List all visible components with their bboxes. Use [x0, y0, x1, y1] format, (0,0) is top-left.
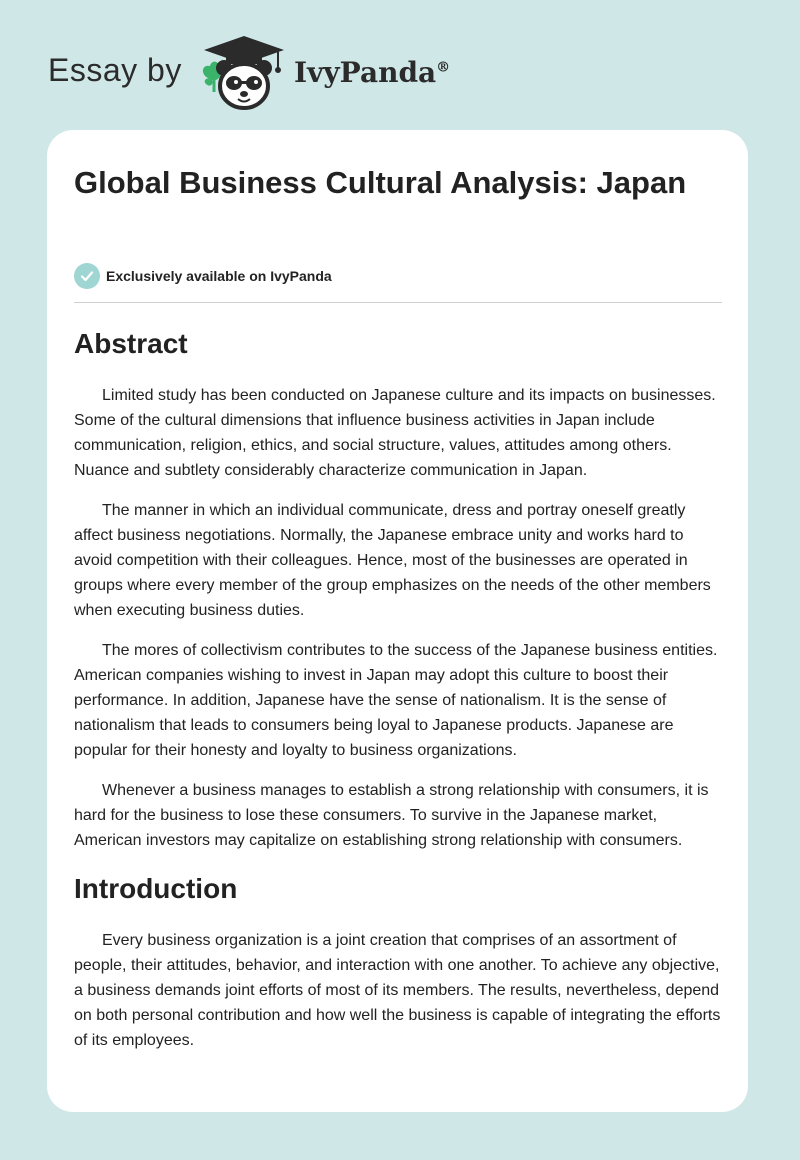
paragraph: The mores of collectivism contributes to the success of the Japanese business entities. American companies wishing to invest in Japan may adopt this culture to boost their performance. In addition, Japanese have the sense of nationalism. It is the sense of nationalism that leads to consumers being loyal to Japanese products. Japanese are popular for their honesty and loyalty to business organizations. [74, 642, 718, 759]
check-icon [74, 263, 100, 289]
paragraph: Whenever a business manages to establish a strong relationship with consumers, it is hard for the business to lose these consumers. To survive in the Japanese market, American investors may capitalize on establishing strong relationship with consumers. [74, 782, 709, 849]
site-header [0, 0, 800, 120]
exclusive-badge [74, 263, 332, 289]
paragraph: The manner in which an individual communicate, dress and portray oneself greatly affect business negotiations. Normally, the Japanese embrace unity and works hard to avoid competition with their colleagues. Hence, most of the businesses are operated in groups where every member of the group emphasizes on the needs of the other members when executing business duties. [74, 502, 711, 619]
page-title: Global Business Cultural Analysis: Japan [74, 165, 687, 200]
exclusive-text: Exclusively available on IvyPanda [106, 268, 332, 284]
paragraph: Limited study has been conducted on Japanese culture and its impacts on businesses. Some of the cultural dimensions that influence business activities in Japan include communication, religion, ethics, and social structure, values, attitudes among others. Nuance and subtlety considerably characterize communication in Japan. [74, 387, 716, 479]
registered-mark: ® [436, 59, 451, 76]
brand-prefix: Essay by [48, 52, 182, 88]
paragraph: Every business organization is a joint creation that comprises of an assortment of people, their attitudes, behavior, and interaction with one another. To achieve any objective, a business demands joint efforts of most of its members. The results, nevertheless, depend on both personal contribution and how well the business is capable of integrating the efforts of its employees. [74, 932, 721, 1049]
section-heading-introduction: Introduction [74, 873, 238, 904]
brand-name[interactable] [294, 56, 450, 89]
brand-name-text: IvyPanda [294, 56, 437, 89]
panda-logo-icon[interactable] [198, 34, 290, 112]
essay-card [47, 130, 748, 1112]
divider [74, 302, 722, 303]
essay-content [74, 326, 724, 1068]
section-heading-abstract: Abstract [74, 328, 188, 359]
